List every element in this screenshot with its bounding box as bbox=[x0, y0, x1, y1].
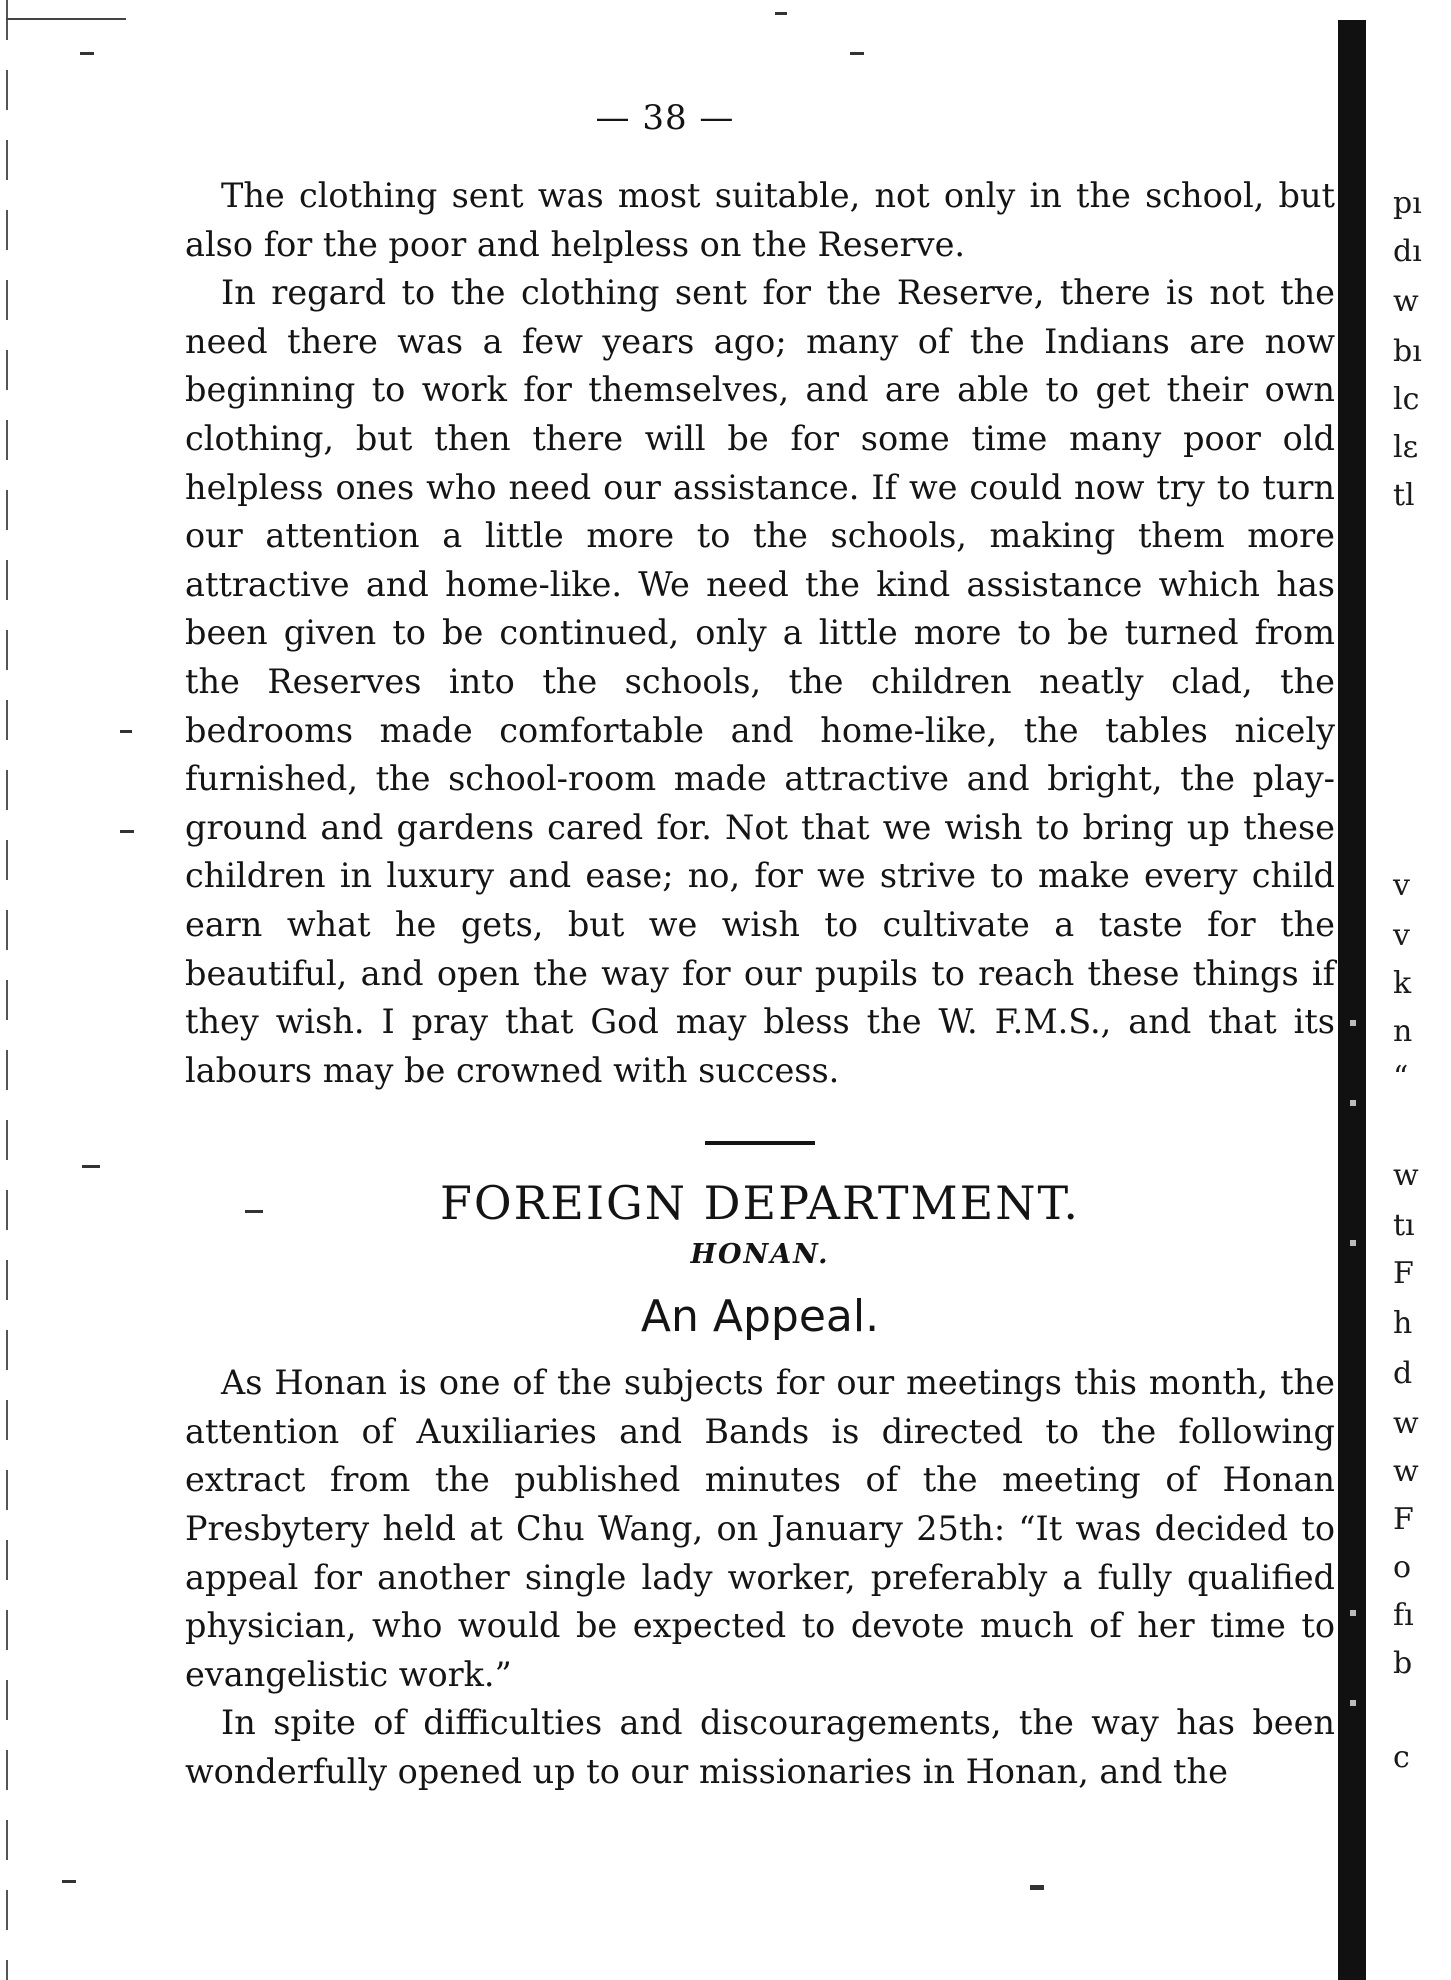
book-spine-shadow bbox=[1338, 20, 1366, 1980]
scan-mark bbox=[82, 1165, 100, 1168]
facing-page-fragment: pı bbox=[1393, 186, 1422, 221]
scan-edge-top bbox=[6, 18, 126, 20]
department-heading: FOREIGN DEPARTMENT. bbox=[439, 1176, 1081, 1231]
paragraph-clothing: The clothing sent was most suitable, not only in the school, but also for the poor and helpless on the Reserve. bbox=[185, 176, 1335, 264]
facing-page-fragment: tı bbox=[1393, 1208, 1415, 1243]
facing-page-fragment: “ bbox=[1393, 1060, 1409, 1095]
spine-speck bbox=[1350, 1100, 1356, 1106]
spine-speck bbox=[1350, 1610, 1356, 1616]
facing-page-fragment: n bbox=[1393, 1014, 1413, 1049]
scan-mark bbox=[80, 52, 94, 55]
section-title: An Appeal. bbox=[640, 1291, 880, 1343]
paragraph-reserve: In regard to the clothing sent for the Reserve, there is not the need there was a few years ago; many of the Indians are now beginning to work for themselves, and are able to get their own clothing, but then there will be for some time many poor old helpless ones who need our assistance. If we could now try to turn our attention a little more to the schools, making them more attractive and home-like. We need the kind assistance which has been given to be continued, only a little more to be turned from the Reserves into the schools, the children neatly clad, the bedrooms made comfortable and home-like, the tables nicely furnished, the school-room made attractive and bright, the play-ground and gardens cared for. Not that we wish to bring up these children in luxury and ease; no, for we strive to make every child earn what he gets, but we wish to cultivate a taste for the beautiful, and open the way for our pupils to reach these things if they wish. I pray that God may bless the W. F.M.S., and that its labours may be crowned with success. bbox=[185, 273, 1335, 1090]
paragraph-appeal: As Honan is one of the subjects for our meetings this month, the attention of Auxiliaries and Bands is directed to the following extract from the published minutes of the meeting of Honan Presbytery held at Chu Wang, on January 25th: “It was decided to appeal for another single lady worker, preferably a fully qualified physician, who would be expected to devote much of her time to evangelistic work.” bbox=[185, 1363, 1335, 1694]
facing-page-fragment: F bbox=[1393, 1256, 1414, 1291]
scan-mark bbox=[120, 830, 134, 833]
facing-page-fragment: b bbox=[1393, 1646, 1413, 1681]
facing-page-fragment: w bbox=[1393, 284, 1419, 319]
facing-page-fragment: fı bbox=[1393, 1598, 1414, 1633]
spine-speck bbox=[1350, 1700, 1356, 1706]
facing-page-fragment: w bbox=[1393, 1158, 1419, 1193]
scan-mark bbox=[120, 730, 132, 733]
paragraph-difficulties: In spite of difficulties and discouragements, the way has been wonderfully opened up to our missionaries in Honan, and the bbox=[185, 1703, 1335, 1792]
subheading: HONAN. bbox=[690, 1239, 830, 1271]
scan-mark bbox=[1030, 1885, 1044, 1890]
facing-page-fragment: dı bbox=[1393, 234, 1422, 269]
facing-page-fragment: lc bbox=[1393, 382, 1420, 417]
scan-mark bbox=[62, 1880, 76, 1883]
facing-page-fragment: d bbox=[1393, 1356, 1413, 1391]
facing-page-fragment: v bbox=[1393, 918, 1410, 953]
facing-page-fragment: c bbox=[1393, 1740, 1410, 1775]
facing-page-fragment: tl bbox=[1393, 478, 1415, 513]
facing-page-fragment: w bbox=[1393, 1454, 1419, 1489]
facing-page-fragment: k bbox=[1393, 966, 1412, 1001]
page-number: — 38 — bbox=[595, 98, 735, 138]
facing-page-fragment: lε bbox=[1393, 430, 1419, 465]
facing-page-fragment: o bbox=[1393, 1550, 1412, 1585]
text-column bbox=[185, 172, 1335, 1797]
section-divider bbox=[705, 1141, 815, 1145]
facing-page-fragment: F bbox=[1393, 1502, 1414, 1537]
scan-edge-line bbox=[6, 0, 8, 1980]
scan-mark bbox=[775, 12, 787, 15]
spine-speck bbox=[1350, 1240, 1356, 1246]
facing-page-fragment: bı bbox=[1393, 334, 1422, 369]
spine-speck bbox=[1350, 1020, 1356, 1026]
scan-mark bbox=[850, 52, 864, 55]
facing-page-fragment: w bbox=[1393, 1406, 1419, 1441]
facing-page-fragment: h bbox=[1393, 1306, 1413, 1341]
facing-page-fragment: v bbox=[1393, 868, 1410, 903]
